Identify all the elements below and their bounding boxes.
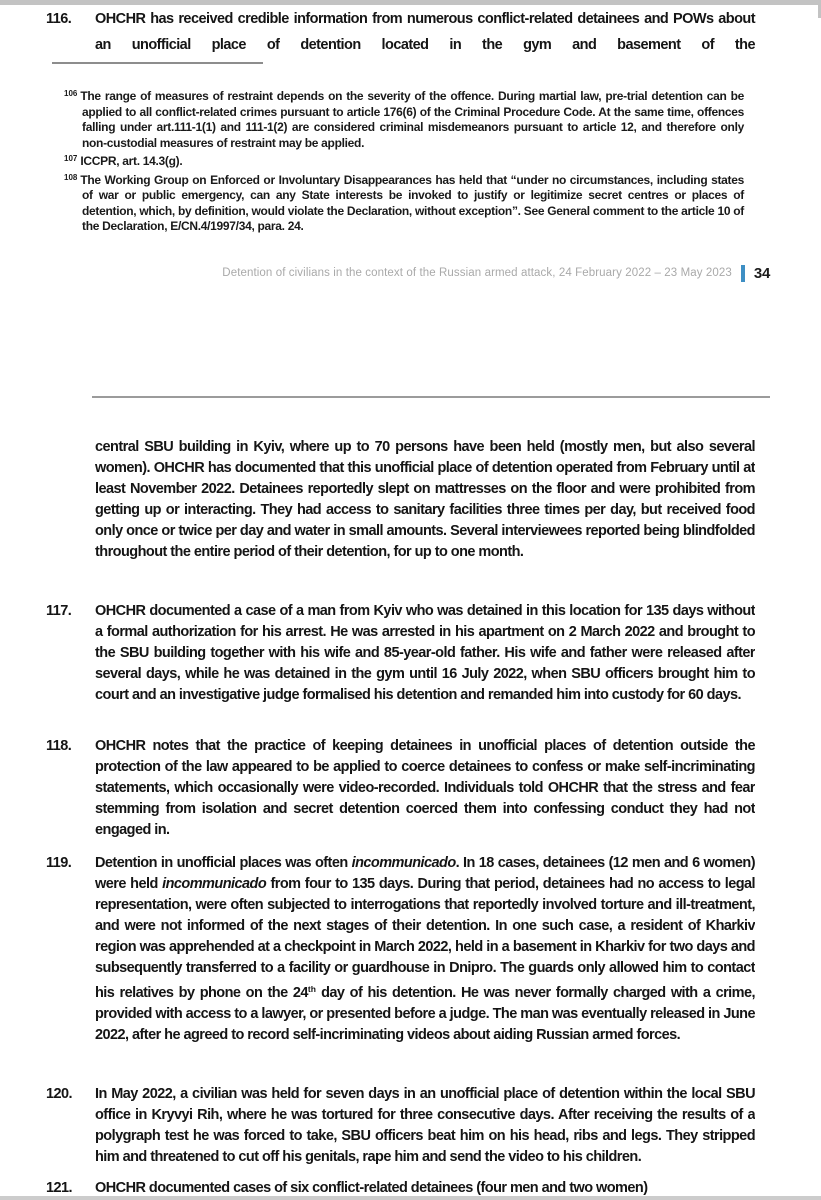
paragraph-number: 120. [46, 1086, 73, 1102]
paragraph-number: 116. [46, 11, 72, 27]
footnote-number: 106 [64, 89, 78, 98]
text-segment: . In 18 cases, detainees (12 men and 6 women) were held [95, 855, 755, 892]
paragraph-text: In May 2022, a civilian was held for seven days in an unofficial place of detention within the local SBU office in Kryvyi Rih, where he was tortured for three consecutive days. After receiving the results of a polygraph test he was forced to take, SBU officers beat him on his head, ribs and legs. They stripped him and threatened to cut off his genitals, rape him and send the video to his children. [95, 1086, 755, 1165]
footnote-number: 108 [64, 172, 78, 182]
footer-running-title: Detention of civilians in the context of the Russian armed attack, 24 February 2022 – 23 May 2023 [222, 267, 732, 279]
screenshot-bottom-edge [0, 1196, 821, 1200]
paragraph-120 [46, 1084, 755, 1168]
text-segment-superscript: th [307, 984, 316, 994]
paragraph-text: OHCHR has received credible information from numerous conflict-related detainees and POWs about an unofficial place of detention located in the gym and basement of the [95, 11, 755, 53]
screenshot-top-edge [0, 0, 821, 5]
paragraph-number: 118. [46, 738, 72, 754]
paragraph-117 [46, 601, 755, 706]
footnote-108 [64, 170, 744, 235]
page-divider-line [92, 396, 770, 398]
page-footer [46, 262, 770, 284]
text-segment: Detention in unofficial places was often [95, 855, 352, 871]
footer-accent-bar [741, 265, 745, 282]
text-segment: day of his detention. He was never formally charged with a crime, provided with access to a lawyer, or presented before a judge. The man was eventually released in June 2022, after he agreed to record self-incriminating videos about aiding Russian armed forces. [95, 985, 755, 1043]
footnote-text: ICCPR, art. 14.3(g). [80, 154, 183, 168]
text-segment-italic: incommunicado [162, 876, 267, 892]
footnote-107 [64, 151, 744, 170]
paragraph-text: OHCHR documented cases of six conflict-related detainees (four men and two women) [95, 1180, 648, 1196]
paragraph-116-continuation: central SBU building in Kyiv, where up to 70 persons have been held (mostly men, but also several women). OHCHR has documented that this unofficial place of detention operated from February until at least November 2022. Detainees reportedly slept on mattresses on the floor and were prohibited from getting up or interacting. They had access to sanitary facilities three times per day, but received food only once or twice per day and water in small amounts. Several interviewees reported being blindfolded throughout the entire period of their detention, for up to one month. [95, 439, 755, 560]
footnote-number: 107 [64, 154, 78, 163]
page-number: 34 [753, 264, 770, 282]
footnotes-block [64, 86, 744, 235]
paragraph-116 [46, 6, 755, 58]
paragraph-119 [46, 853, 755, 1046]
text-segment: from four to 135 days. During that period, detainees had no access to legal representation, were often subjected to interrogations that reportedly involved torture and ill-treatment, and were not informed of the next stages of their detention. In one such case, a resident of Kharkiv region was apprehended at a checkpoint in March 2022, held in a basement in Kharkiv for two days and subsequently transferred to a facility or guardhouse in Dnipro. The guards only allowed him to contact his relatives by phone on the 24 [95, 876, 755, 1001]
paragraph-number: 119. [46, 855, 72, 871]
footnote-106 [64, 86, 744, 151]
paragraph-number: 117. [46, 603, 72, 619]
paragraph-text: OHCHR documented a case of a man from Kyiv who was detained in this location for 135 days without a formal authorization for his arrest. He was arrested in his apartment on 2 March 2022 and brought to the SBU building together with his wife and 85-year-old father. His wife and father were released after several days, while he was detained in the gym until 16 July 2022, when SBU officers brought him to court and an investigative judge formalised his detention and remanded him into custody for 60 days. [95, 603, 755, 703]
text-segment-italic: incommunicado [351, 855, 456, 871]
footnote-separator [52, 62, 263, 64]
footnote-text: The range of measures of restraint depends on the severity of the offence. During martial law, pre-trial detention can be applied to all conflict-related crimes pursuant to article 176(6) of the Criminal Procedure Code. At the same time, offences falling under art.111-1(1) and 111-1(2) are considered criminal misdemeanors pursuant to article 12, and therefore only non-custodial measures of restraint may be applied. [80, 89, 744, 150]
paragraph-text: OHCHR notes that the practice of keeping detainees in unofficial places of detention outside the protection of the law appeared to be applied to coerce detainees to confess or make self-incriminating statements, which occasionally were video-recorded. Individuals told OHCHR that the stress and fear stemming from isolation and secret detention coerced them into confessing conduct they had not engaged in. [95, 738, 755, 838]
paragraph-number: 121. [46, 1180, 73, 1196]
paragraph-118 [46, 736, 755, 841]
paragraph-text [95, 853, 755, 1046]
footnote-text: The Working Group on Enforced or Involuntary Disappearances has held that “under no circumstances, including states of war or public emergency, can any State interests be invoked to justify or legitimize secret centres or places of detention, which, by definition, would violate the Declaration, without exception”. See General comment to the article 10 of the Declaration, E/CN.4/1997/34, para. 24. [80, 172, 744, 233]
